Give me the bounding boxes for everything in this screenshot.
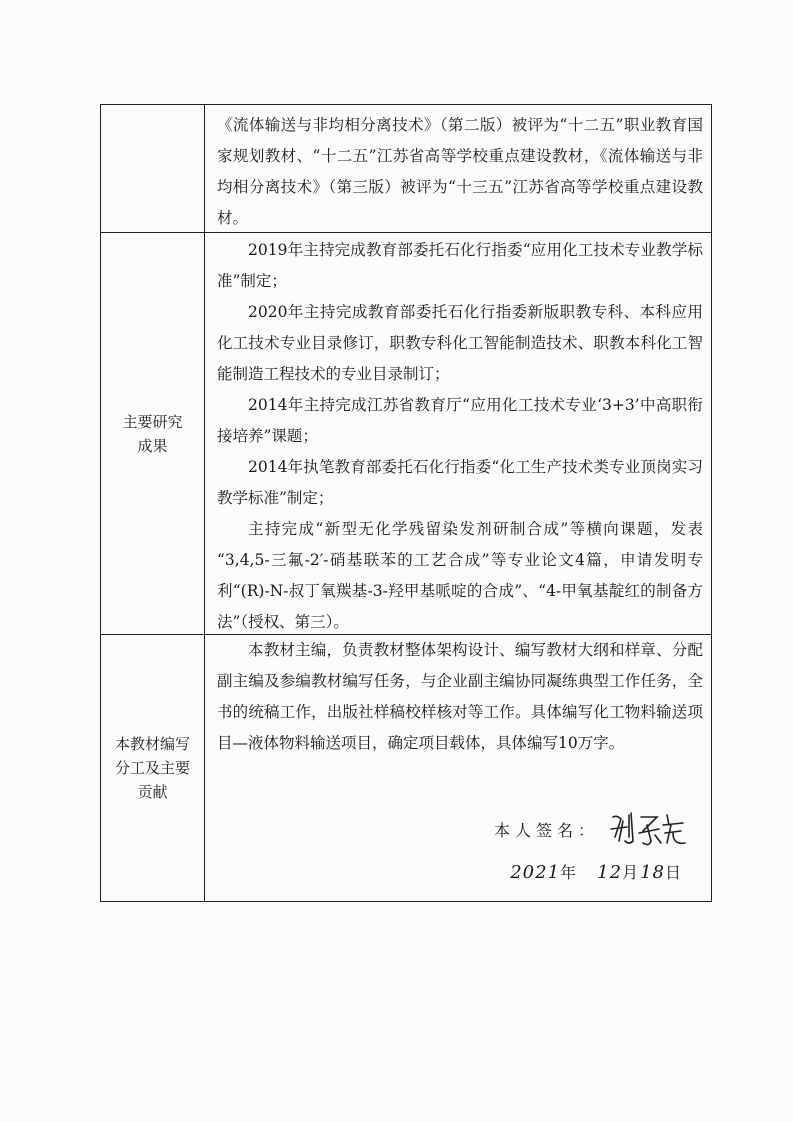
research-item: 2020年主持完成教育部委托石化行指委新版职教专科、本科应用化工技术专业目录修订，职教专科化工智能制造技术、职教本科化工智能制造工程技术的专业目录制订；: [217, 303, 703, 383]
table-row-contribution: [101, 635, 711, 901]
row-content-awards: [205, 105, 711, 232]
date-month-unit: 月: [622, 863, 641, 882]
date-day-unit: 日: [664, 863, 683, 882]
date-year: 2021: [510, 862, 561, 883]
signature-label: 本人签名：: [493, 821, 599, 840]
research-item: 2014年执笔教育部委托石化行指委“化工生产技术类专业顶岗实习教学标准”制定；: [217, 458, 703, 507]
table-row-textbook-awards: [101, 105, 711, 233]
research-item: 2019年主持完成教育部委托石化行指委“应用化工技术专业教学标准”制定；: [217, 241, 703, 290]
research-item: 主持完成“新型无化学残留染发剂研制合成”等横向课题，发表 “3,4,5-三氟-2′-硝基联苯的工艺合成”等专业论文4篇，申请发明专利“(R)-N-叔丁氧羰基-3-羟甲基哌啶的合成”、“4-甲氧基靛红的制备方法”（授权、第三）。: [217, 520, 703, 631]
signature-date: [510, 857, 683, 888]
row-label-empty: [101, 105, 205, 232]
row-label-contribution: [101, 635, 205, 901]
info-table: [100, 104, 712, 902]
contribution-label: 本教材编写分工及主要贡献: [114, 735, 190, 801]
table-row-research-results: [101, 233, 711, 635]
row-label-research-results: [101, 233, 205, 634]
contribution-text: 本教材主编，负责教材整体架构设计、编写教材大纲和样章、分配副主编及参编教材编写任务，与企业副主编协同凝练典型工作任务，全书的统稿工作，出版社样稿校样核对等工作。具体编写化工物料输送项目—液体物料输送项目，确定项目载体，具体编写10万字。: [217, 641, 703, 752]
date-year-unit: 年: [560, 863, 579, 882]
row-content-contribution: [205, 635, 711, 901]
date-day: 18: [640, 862, 665, 883]
row-content-research-results: [205, 233, 711, 634]
research-results-label: 主要研究成果: [122, 412, 183, 455]
awards-text: 《流体输送与非均相分离技术》（第二版）被评为“十二五”职业教育国家规划教材、“十二五”江苏省高等学校重点建设教材，《流体输送与非均相分离技术》（第三版）被评为“十三五”江苏省高等学校重点建设教材。: [217, 116, 703, 227]
handwritten-signature: [607, 807, 689, 851]
research-item: 2014年主持完成江苏省教育厅“应用化工技术专业‘3+3’中高职衔接培养”课题；: [217, 396, 703, 445]
date-month: 12: [597, 862, 623, 883]
